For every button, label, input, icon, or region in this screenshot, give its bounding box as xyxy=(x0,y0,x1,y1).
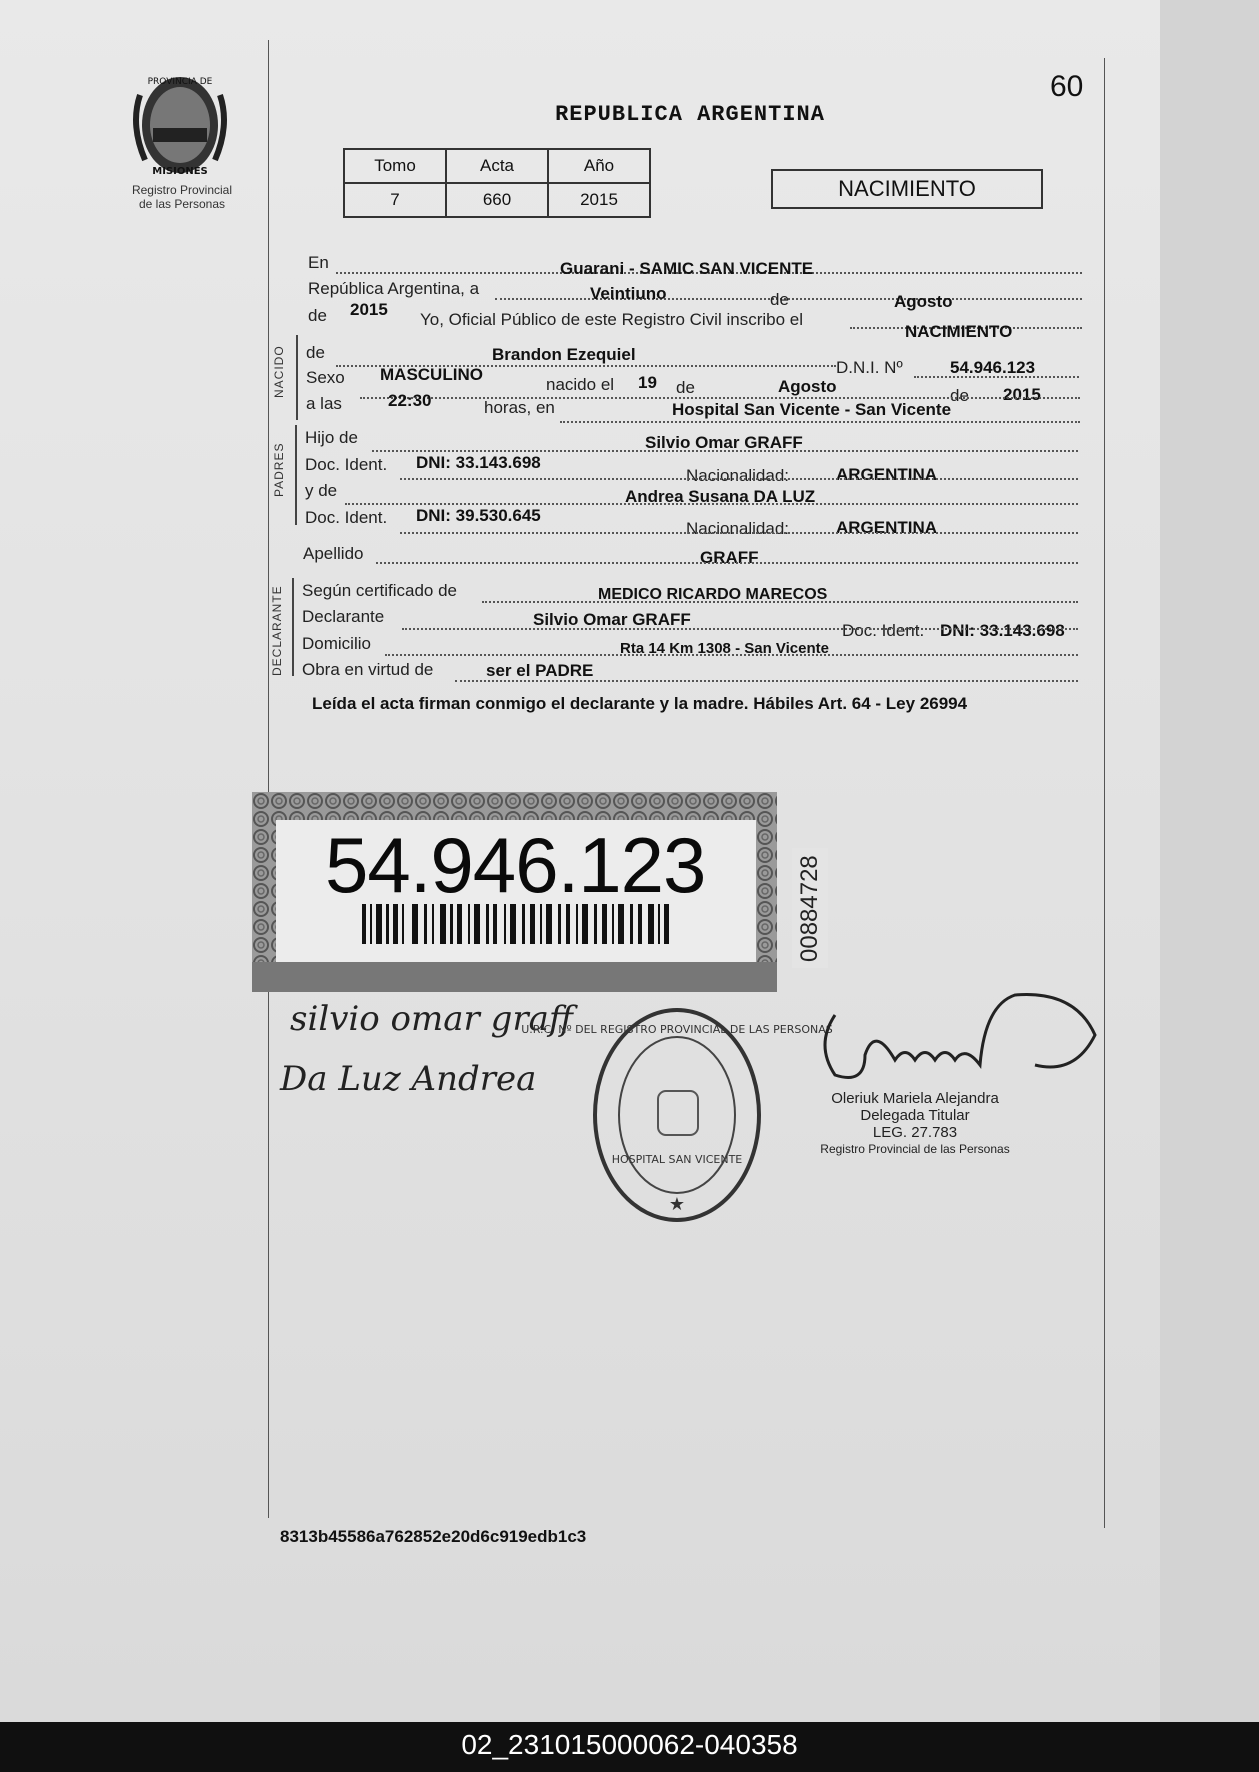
label-de: de xyxy=(676,378,695,397)
label-nacido-el: nacido el xyxy=(546,375,615,394)
value-padre: Silvio Omar GRAFF xyxy=(645,433,803,452)
acta-value: 660 xyxy=(446,183,548,217)
dotted-line xyxy=(376,562,1078,564)
dotted-line xyxy=(385,654,1078,656)
logo-caption-line1: Registro Provincial xyxy=(131,183,233,197)
label-sexo: Sexo xyxy=(306,368,345,387)
official-signature xyxy=(805,985,1105,1100)
label-doc-ident: Doc. Ident. xyxy=(305,455,388,474)
value-dia: Veintiuno xyxy=(590,284,667,303)
value-nombre: Brandon Ezequiel xyxy=(492,345,636,364)
legend-text: Leída el acta firman conmigo el declarante y la madre. Hábiles Art. 64 - Ley 26994 xyxy=(312,694,968,713)
value-domicilio: Rta 14 Km 1308 - San Vicente xyxy=(620,640,829,657)
dotted-line xyxy=(560,421,1080,423)
official-registry: Registro Provincial de las Personas xyxy=(820,1142,1010,1156)
value-apellido: GRAFF xyxy=(700,548,759,567)
label-doc-ident: Doc. Ident. xyxy=(842,621,925,640)
label-domicilio: Domicilio xyxy=(302,634,371,653)
left-margin-line xyxy=(268,40,269,1518)
label-de: de xyxy=(950,386,969,405)
label-horas-en: horas, en xyxy=(484,398,555,417)
dotted-line xyxy=(400,532,1078,534)
section-nacido: NACIDO xyxy=(272,345,286,398)
value-dni: 54.946.123 xyxy=(950,358,1036,377)
value-certificado: MEDICO RICARDO MARECOS xyxy=(598,586,828,603)
value-sexo: MASCULINO xyxy=(380,365,483,384)
barcode-number: 54.946.123 xyxy=(325,821,706,909)
label-nacionalidad: Nacionalidad: xyxy=(686,519,790,538)
label-hijo-de: Hijo de xyxy=(305,428,358,447)
seal-outer-text: U.R.C. Nº DEL REGISTRO PROVINCIAL DE LAS PERSONAS xyxy=(521,1023,833,1036)
value-anio: 2015 xyxy=(350,300,388,319)
label-en: En xyxy=(308,253,329,272)
value-mes: Agosto xyxy=(894,292,953,311)
document-type-box: NACIMIENTO xyxy=(771,169,1043,209)
dotted-line xyxy=(345,503,1078,505)
value-lugar: Guarani - SAMIC SAN VICENTE xyxy=(560,259,814,278)
value-padre-nac: ARGENTINA xyxy=(836,465,938,484)
label-de: de xyxy=(770,290,789,309)
value-declarante: Silvio Omar GRAFF xyxy=(533,610,691,629)
serial-number: 00884728 xyxy=(796,855,823,962)
value-obra: ser el PADRE xyxy=(486,661,594,680)
official-seal-stamp xyxy=(521,1003,833,1228)
value-inscripcion: NACIMIENTO xyxy=(905,322,1013,341)
value-padre-doc: DNI: 33.143.698 xyxy=(416,453,541,472)
acta-header: Acta xyxy=(446,149,548,183)
value-mes-nac: Agosto xyxy=(778,377,837,396)
value-anio-nac: 2015 xyxy=(1003,385,1041,404)
logo-caption-line2: de las Personas xyxy=(138,197,226,211)
right-margin-line xyxy=(1104,58,1105,1528)
footer-id: 02_231015000062-040358 xyxy=(461,1729,798,1760)
value-hora: 22:30 xyxy=(388,391,432,410)
dotted-line xyxy=(400,478,1078,480)
mother-signature: Da Luz Andrea xyxy=(280,1059,537,1099)
father-signature: silvio omar graff xyxy=(290,999,573,1039)
value-madre-doc: DNI: 39.530.645 xyxy=(416,506,541,525)
section-separator xyxy=(292,578,294,676)
dotted-line xyxy=(360,397,1080,399)
anio-value: 2015 xyxy=(548,183,650,217)
label-y-de: y de xyxy=(305,481,338,500)
dotted-line xyxy=(455,680,1078,682)
label-doc-ident: Doc. Ident. xyxy=(305,508,388,527)
star-icon: ★ xyxy=(668,1194,686,1215)
signatures xyxy=(280,990,590,1100)
country-title: REPUBLICA ARGENTINA xyxy=(555,102,825,127)
official-leg: LEG. 27.783 xyxy=(872,1124,958,1141)
tomo-header: Tomo xyxy=(344,149,446,183)
label-republica: República Argentina, a xyxy=(308,279,480,298)
label-segun: Según certificado de xyxy=(302,581,457,600)
page-number: 60 xyxy=(1050,70,1084,103)
dotted-line xyxy=(402,628,1078,630)
value-madre-nac: ARGENTINA xyxy=(836,518,938,537)
label-apellido: Apellido xyxy=(303,544,364,563)
label-declarante: Declarante xyxy=(302,607,385,626)
label-obra: Obra en virtud de xyxy=(302,660,434,679)
dotted-line xyxy=(372,450,1078,452)
official-name: Oleriuk Mariela Alejandra xyxy=(831,1090,999,1107)
seal-center-text: HOSPITAL SAN VICENTE xyxy=(611,1153,743,1166)
registry-table xyxy=(343,148,651,218)
logo-top-text: PROVINCIA DE xyxy=(147,77,213,87)
dotted-line xyxy=(482,601,1078,603)
logo-caption xyxy=(112,183,252,211)
label-de: de xyxy=(306,343,325,362)
label-a-las: a las xyxy=(306,394,342,413)
label-yo: Yo, Oficial Público de este Registro Civil inscribo el xyxy=(420,310,803,329)
dotted-line xyxy=(914,376,1079,378)
section-separator xyxy=(296,335,298,420)
logo-bottom-text: MISIONES xyxy=(152,166,208,177)
official-stamp-text xyxy=(795,1090,1035,1158)
label-dni: D.N.I. Nº xyxy=(836,358,903,377)
section-separator xyxy=(295,425,297,525)
value-dia-nac: 19 xyxy=(638,373,657,392)
document-hash: 8313b45586a762852e20d6c919edb1c3 xyxy=(280,1527,587,1546)
label-nacionalidad: Nacionalidad: xyxy=(686,466,790,485)
section-padres: PADRES xyxy=(272,442,286,497)
footer-id-bar xyxy=(0,1722,1259,1772)
label-de: de xyxy=(308,306,327,325)
anio-header: Año xyxy=(548,149,650,183)
value-declarante-doc: DNI: 33.143.698 xyxy=(940,621,1065,640)
official-title: Delegada Titular xyxy=(860,1107,970,1124)
tomo-value: 7 xyxy=(344,183,446,217)
section-declarante: DECLARANTE xyxy=(270,585,284,676)
province-shield-icon xyxy=(125,70,235,180)
value-lugar-nac: Hospital San Vicente - San Vicente xyxy=(672,400,952,419)
background-edge xyxy=(1160,0,1259,1722)
value-madre: Andrea Susana DA LUZ xyxy=(625,487,816,506)
serial-strip xyxy=(792,848,828,968)
